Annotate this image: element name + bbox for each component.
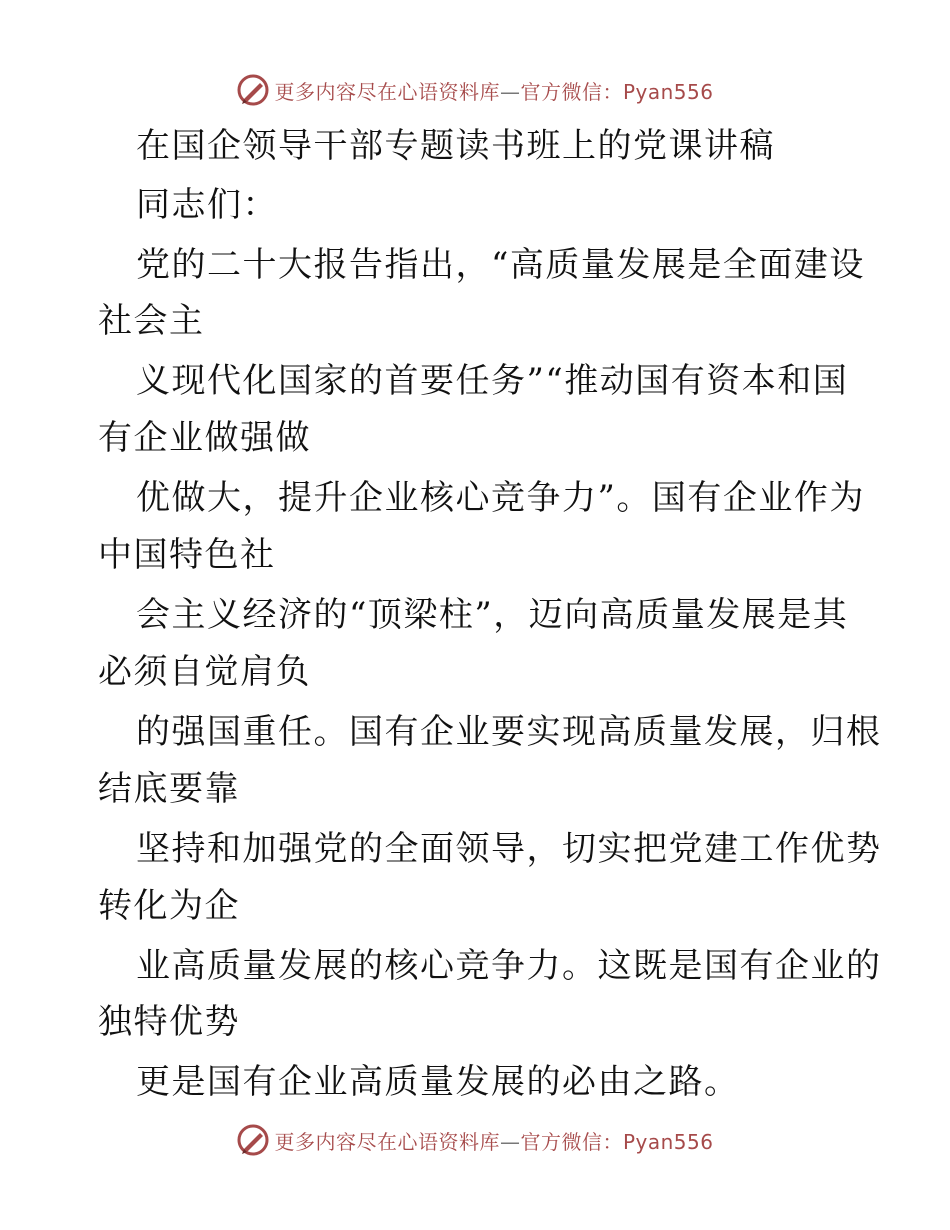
watermark-banner-bottom bbox=[0, 1118, 950, 1162]
paragraph-line: 必须自觉肩负 bbox=[98, 652, 311, 692]
paragraph-line: 有企业做强做 bbox=[98, 418, 311, 458]
paragraph-line: 义现代化国家的首要任务”“推动国有资本和国 bbox=[136, 361, 849, 401]
document-title: 在国企领导干部专题读书班上的党课讲稿 bbox=[136, 126, 775, 166]
paragraph-line: 转化为企 bbox=[98, 886, 240, 926]
paragraph-line: 的强国重任。国有企业要实现高质量发展，归根 bbox=[136, 712, 882, 752]
paragraph-line: 党的二十大报告指出，“高质量发展是全面建设 bbox=[136, 245, 865, 285]
paragraph-line: 更是国有企业高质量发展的必由之路。 bbox=[136, 1062, 740, 1102]
watermark-text: 更多内容尽在心语资料库—官方微信：Pyan556 bbox=[274, 79, 714, 104]
pen-logo-icon bbox=[236, 73, 270, 107]
watermark-text: 更多内容尽在心语资料库—官方微信：Pyan556 bbox=[274, 1129, 714, 1154]
paragraph-line: 会主义经济的“顶梁柱”，迈向高质量发展是其 bbox=[136, 595, 849, 635]
paragraph-line: 独特优势 bbox=[98, 1002, 240, 1042]
watermark-banner-top bbox=[0, 68, 950, 112]
salutation: 同志们： bbox=[136, 185, 278, 225]
pen-logo-icon bbox=[236, 1123, 270, 1157]
paragraph-line: 社会主 bbox=[98, 301, 205, 341]
paragraph-line: 结底要靠 bbox=[98, 769, 240, 809]
paragraph-line: 坚持和加强党的全面领导，切实把党建工作优势 bbox=[136, 829, 882, 869]
paragraph-line: 中国特色社 bbox=[98, 535, 276, 575]
paragraph-line: 业高质量发展的核心竞争力。这既是国有企业的 bbox=[136, 946, 882, 986]
paragraph-line: 优做大，提升企业核心竞争力”。国有企业作为 bbox=[136, 478, 865, 518]
